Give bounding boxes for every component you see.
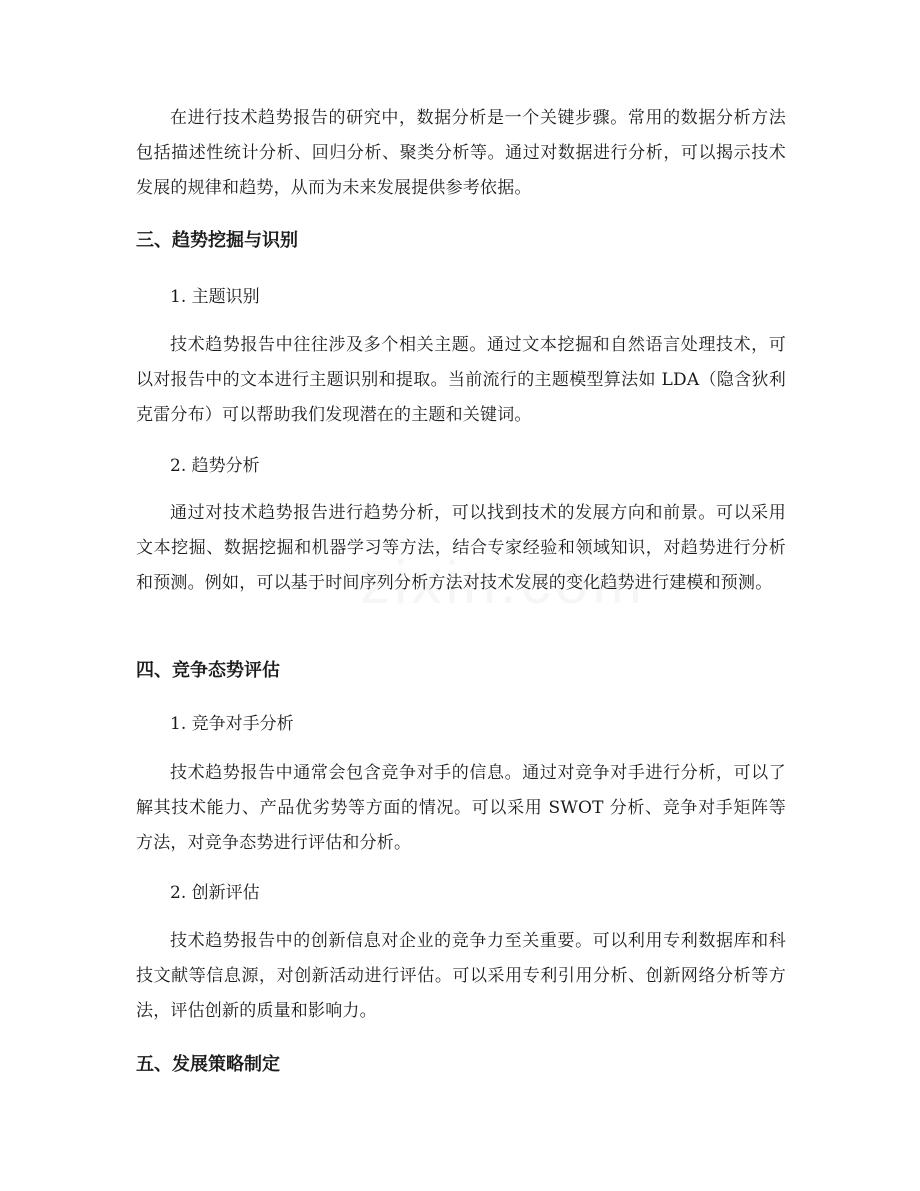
section-4-sub-2-paragraph: 技术趋势报告中的创新信息对企业的竞争力至关重要。可以利用专利数据库和科技文献等信息源，对创新活动进行评估。可以采用专利引用分析、创新网络分析等方法，评估创新的质量和影响力。	[136, 931, 786, 1021]
section-3-sub-2-paragraph: 通过对技术趋势报告进行趋势分析，可以找到技术的发展方向和前景。可以采用文本挖掘、数据挖掘和机器学习等方法，结合专家经验和领域知识，对趋势进行分析和预测。例如，可以基于时间序列分析方法对技术发展的变化趋势进行建模和预测。	[136, 503, 786, 593]
section-4-sub-2-title: 2. 创新评估	[170, 883, 260, 903]
intro-paragraph: 在进行技术趋势报告的研究中，数据分析是一个关键步骤。常用的数据分析方法包括描述性统计分析、回归分析、聚类分析等。通过对数据进行分析，可以揭示技术发展的规律和趋势，从而为未来发展提供参考依据。	[136, 108, 786, 198]
section-3-heading: 三、趋势挖掘与识别	[136, 230, 298, 251]
section-4-heading: 四、竞争态势评估	[136, 660, 280, 681]
section-3-sub-1-title: 1. 主题识别	[170, 287, 260, 307]
section-3-sub-2-title: 2. 趋势分析	[170, 456, 260, 476]
section-4-sub-1-paragraph: 技术趋势报告中通常会包含竞争对手的信息。通过对竞争对手进行分析，可以了解其技术能力、产品优劣势等方面的情况。可以采用 SWOT 分析、竞争对手矩阵等方法，对竞争态势进行评估和分析。	[136, 763, 786, 853]
section-3-sub-1-paragraph: 技术趋势报告中往往涉及多个相关主题。通过文本挖掘和自然语言处理技术，可以对报告中的文本进行主题识别和提取。当前流行的主题模型算法如 LDA（隐含狄利克雷分布）可以帮助我们发现潜在的主题和关键词。	[136, 335, 786, 425]
section-4-sub-1-title: 1. 竞争对手分析	[170, 714, 294, 734]
section-5-heading: 五、发展策略制定	[136, 1054, 280, 1075]
